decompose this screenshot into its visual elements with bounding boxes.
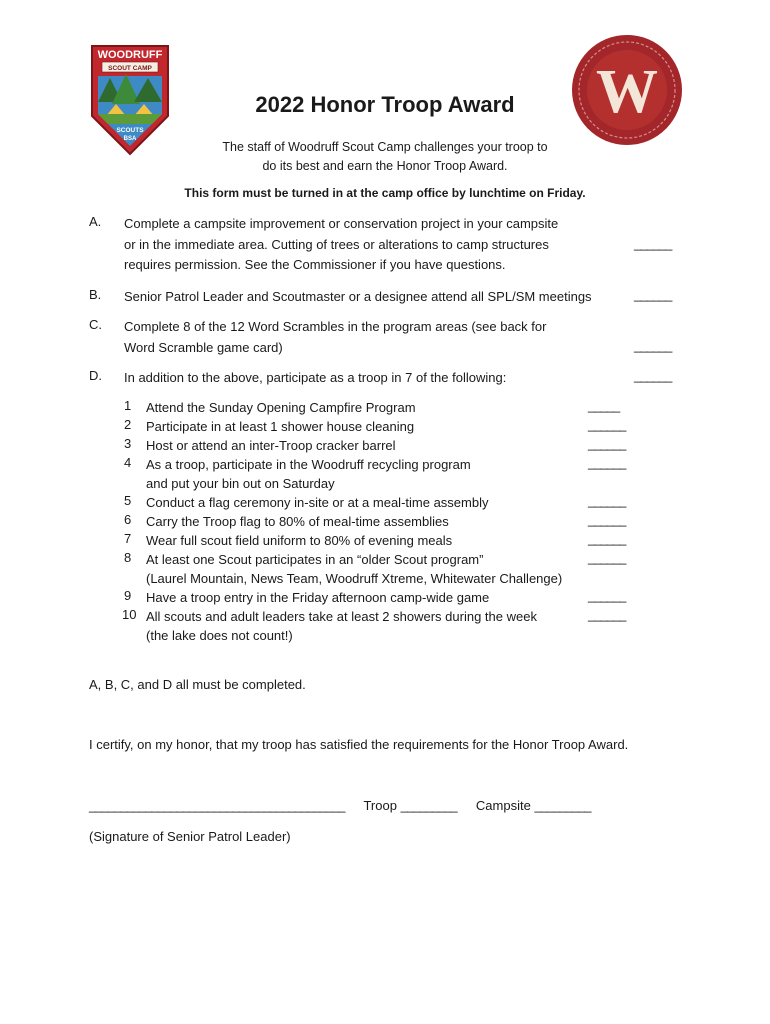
section-c-blank[interactable]: ______ (634, 338, 672, 353)
item-number: 5 (124, 493, 132, 508)
section-d-text (124, 368, 604, 389)
list-item (146, 607, 606, 645)
signature-caption: (Signature of Senior Patrol Leader) (89, 829, 291, 844)
page-title: 2022 Honor Troop Award (255, 92, 515, 117)
list-item (146, 531, 606, 550)
item-blank[interactable]: ______ (588, 588, 626, 603)
item-line: Participate in at least 1 shower house cleaning (146, 419, 415, 434)
campsite-blank[interactable]: _________ (534, 798, 591, 813)
list-item (146, 550, 606, 588)
item-number: 4 (124, 455, 132, 470)
item-line: Have a troop entry in the Friday afternoon camp-wide game (146, 590, 490, 605)
item-blank[interactable]: ______ (588, 531, 626, 546)
item-blank[interactable]: _____ (588, 398, 620, 413)
intro-line: do its best and earn the Honor Troop Award. (262, 159, 508, 173)
section-b-text (124, 287, 624, 308)
badge-bottom-line2: BSA (123, 136, 137, 142)
troop-label: Troop (363, 798, 397, 813)
section-d-letter: D. (89, 368, 102, 383)
item-number: 6 (124, 512, 132, 527)
item-line: Attend the Sunday Opening Campfire Program (146, 400, 416, 415)
item-line: All scouts and adult leaders take at least 2 showers during the week (146, 609, 537, 624)
item-line: As a troop, participate in the Woodruff recycling program (146, 457, 471, 472)
section-line: Word Scramble game card) (124, 339, 283, 355)
intro-line: The staff of Woodruff Scout Camp challenges your troop to (222, 140, 548, 154)
section-c-letter: C. (89, 317, 102, 332)
item-blank[interactable]: ______ (588, 436, 626, 451)
item-number: 1 (124, 398, 132, 413)
item-line: Host or attend an inter-Troop cracker barrel (146, 438, 396, 453)
item-line: Conduct a flag ceremony in-site or at a meal-time assembly (146, 495, 489, 510)
item-number: 9 (124, 588, 132, 603)
list-item (146, 455, 606, 493)
section-a-letter: A. (89, 214, 102, 229)
woodruff-w-logo (571, 34, 683, 146)
item-line: (the lake does not count!) (146, 628, 293, 643)
badge-banner-text: SCOUT CAMP (108, 65, 152, 72)
section-a-text (124, 214, 604, 276)
item-number: 2 (124, 417, 132, 432)
section-line: requires permission. See the Commissioner if you have questions. (124, 257, 506, 272)
badge-bottom-line1: SCOUTS (116, 127, 144, 134)
section-line: In addition to the above, participate as a troop in 7 of the following: (124, 370, 507, 385)
item-blank[interactable]: ______ (588, 550, 626, 565)
signature-row (89, 798, 591, 813)
intro-text (200, 138, 570, 176)
item-number: 8 (124, 550, 132, 565)
item-line: At least one Scout participates in an “older Scout program” (146, 552, 484, 567)
section-line: Senior Patrol Leader and Scoutmaster or a designee attend all SPL/SM meetings (124, 289, 592, 304)
completion-note: A, B, C, and D all must be completed. (89, 677, 306, 692)
list-item (146, 512, 606, 531)
item-blank[interactable]: ______ (588, 512, 626, 527)
item-blank[interactable]: ______ (588, 493, 626, 508)
logo-letter: W (596, 58, 658, 126)
item-blank[interactable]: ______ (588, 417, 626, 432)
list-item (146, 417, 606, 436)
item-blank[interactable]: ______ (588, 455, 626, 470)
signature-blank[interactable]: _________________________________________ (89, 798, 345, 813)
section-b-blank[interactable]: ______ (634, 287, 672, 302)
section-line: or in the immediate area. Cutting of trees or alterations to camp structures (124, 236, 549, 252)
section-line: Complete 8 of the 12 Word Scrambles in the program areas (see back for (124, 319, 547, 334)
badge-top-text: WOODRUFF (97, 49, 163, 61)
item-blank[interactable]: ______ (588, 607, 626, 622)
list-item (146, 398, 606, 417)
item-line: (Laurel Mountain, News Team, Woodruff Xtreme, Whitewater Challenge) (146, 571, 563, 586)
campsite-label: Campsite (475, 798, 531, 813)
deadline-notice: This form must be turned in at the camp office by lunchtime on Friday. (184, 186, 586, 200)
item-number: 10 (122, 607, 137, 622)
item-line: and put your bin out on Saturday (146, 476, 335, 491)
item-line: Wear full scout field uniform to 80% of evening meals (146, 533, 453, 548)
section-b-letter: B. (89, 287, 102, 302)
section-d-blank[interactable]: ______ (634, 368, 672, 383)
section-a-blank[interactable]: ______ (634, 236, 672, 251)
list-item (146, 588, 606, 607)
item-number: 7 (124, 531, 132, 546)
list-item (146, 436, 606, 455)
item-line: Carry the Troop flag to 80% of meal-time assemblies (146, 514, 449, 529)
certification-statement: I certify, on my honor, that my troop has satisfied the requirements for the Honor Troop Award. (89, 737, 629, 752)
section-line: Complete a campsite improvement or conservation project in your campsite (124, 216, 559, 231)
section-c-text (124, 317, 604, 358)
troop-blank[interactable]: _________ (400, 798, 457, 813)
list-item (146, 493, 606, 512)
item-number: 3 (124, 436, 132, 451)
